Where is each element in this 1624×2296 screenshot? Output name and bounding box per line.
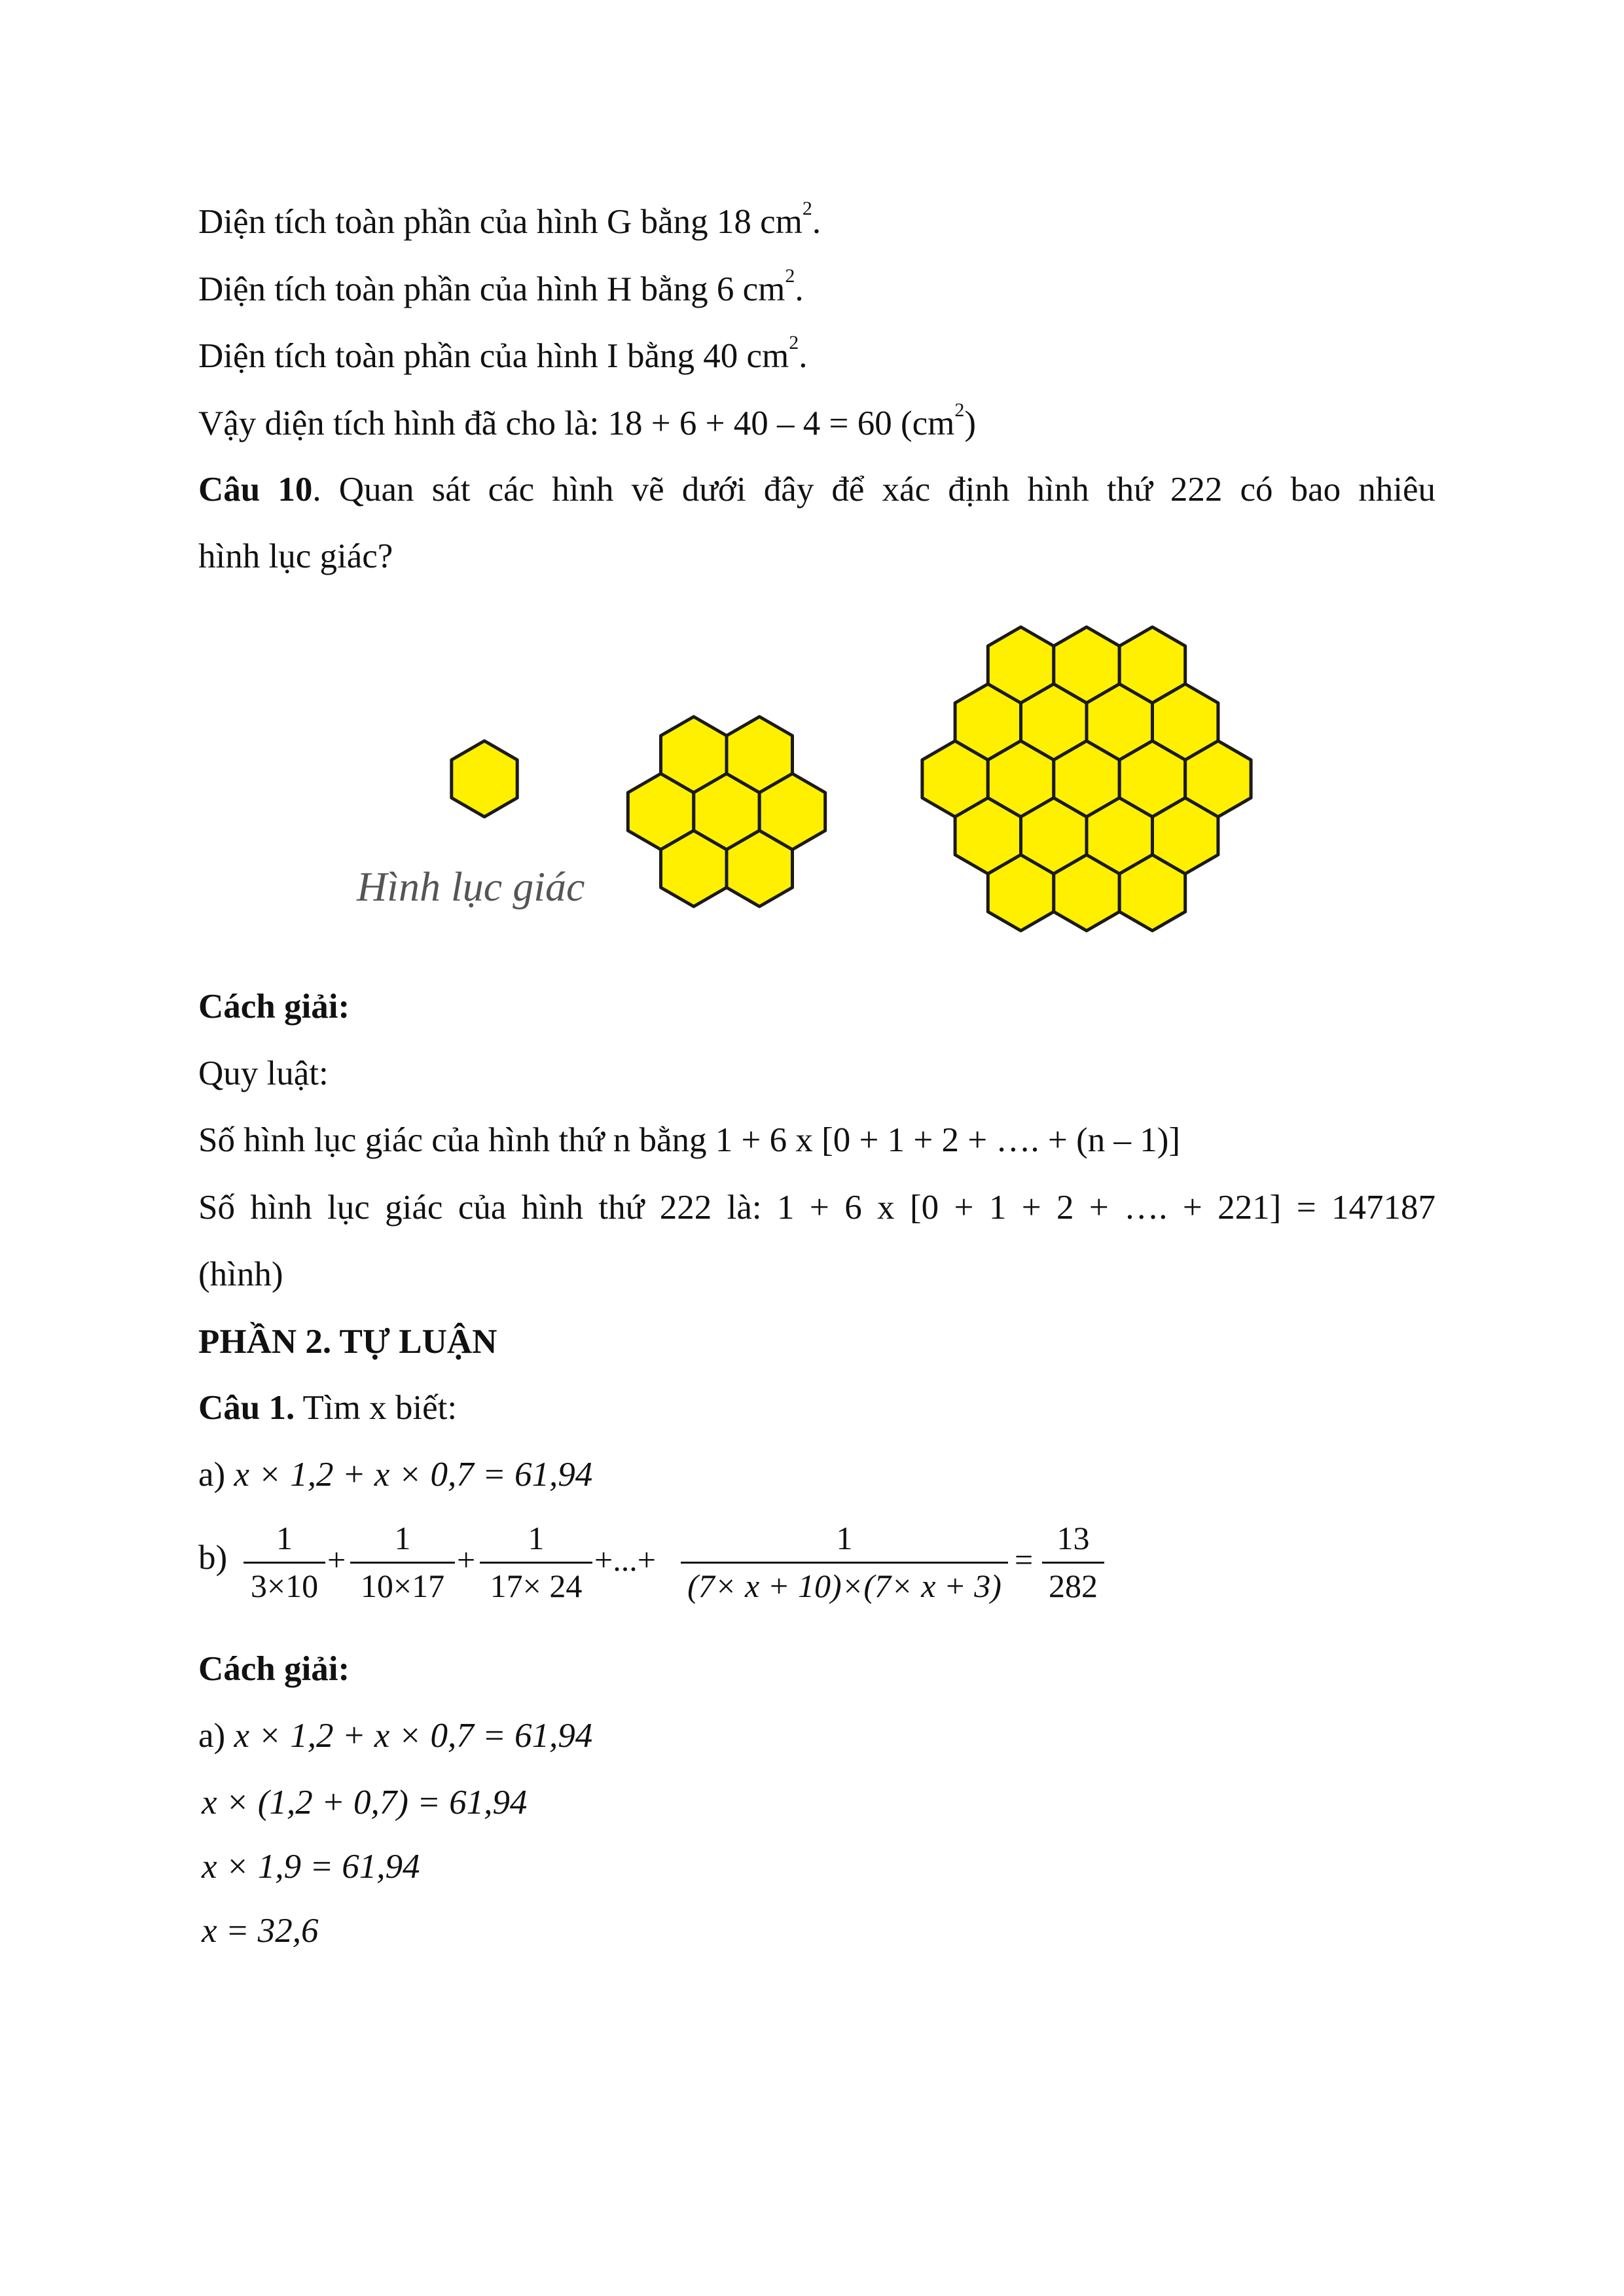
h-area-line: Diện tích toàn phần của hình H bằng 6 $cm^2$. <box>198 265 804 308</box>
answer-line2: (hình) <box>198 1255 283 1293</box>
solution-step-3: x × 1,9 = 61,94 <box>202 1848 420 1886</box>
solution-1-heading: Cách giải: <box>198 1650 350 1688</box>
answer-line1: Số hình lục giác của hình thứ 222 là: 1 + 6 x [0 + 1 + 2 + …. + 221] = 147187 <box>198 1189 1435 1227</box>
part-2-title: PHẦN 2. TỰ LUẬN <box>198 1323 497 1361</box>
g-area-line: Diện tích toàn phần của hình G bằng 18 $cm^2$. <box>198 198 821 241</box>
question-1-label: Câu 1. <box>198 1389 295 1427</box>
question-10-line1: Câu 10. Quan sát các hình vẽ dưới đây để xác định hình thứ 222 có bao nhiêu <box>198 471 1435 509</box>
solution-step-1: a) x × 1,2 + x × 0,7 = 61,94 <box>198 1717 593 1755</box>
question-10-label: Câu 10 <box>198 471 313 509</box>
total-area-line: Vậy diện tích hình đã cho là: 18 + 6 + 40 – 4 = 60 $(cm^2)$ <box>198 399 976 442</box>
fraction-term-1: 1 3×10 <box>244 1520 325 1604</box>
fraction-term-3: 1 17× 24 <box>480 1520 592 1604</box>
figure-1-hexagon <box>452 741 517 817</box>
solution-step-2: x × (1,2 + 0,7) = 61,94 <box>202 1784 528 1821</box>
equation-a: a) x × 1,2 + x × 0,7 = 61,94 <box>198 1456 593 1494</box>
solution-10-heading: Cách giải: <box>198 988 350 1026</box>
fraction-rhs: 13 282 <box>1042 1520 1104 1604</box>
figure-caption: Hình lục giác <box>357 863 585 910</box>
fraction-term-2: 1 10×17 <box>350 1520 455 1604</box>
i-area-line: Diện tích toàn phần của hình I bằng 40 $cm^2$. <box>198 332 808 375</box>
question-1-line: Câu 1. Tìm x biết: <box>198 1389 458 1427</box>
question-10-line2: hình lục giác? <box>198 537 393 575</box>
rule-formula: Số hình lục giác của hình thứ n bằng 1 + 6 x [0 + 1 + 2 + …. + (n – 1)] <box>198 1121 1181 1159</box>
rule-label: Quy luật: <box>198 1054 329 1092</box>
solution-step-4: x = 32,6 <box>202 1912 319 1950</box>
fraction-term-4: 1 (7× x + 10)×(7× x + 3) <box>681 1520 1008 1604</box>
